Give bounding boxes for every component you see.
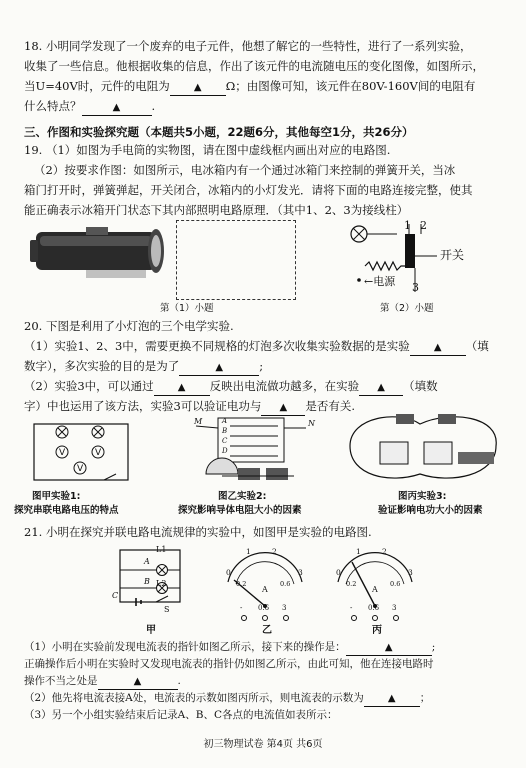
- exp3-title: 图丙实验3:: [398, 491, 447, 502]
- dial-tick: 0.6: [390, 580, 401, 588]
- exp1-title: 图甲实验1:: [32, 491, 81, 502]
- q19-line1: 19. （1）如图为手电筒的实物图，请在图中虚线框内画出对应的电路图.: [24, 143, 391, 157]
- answer-mark: ▲: [193, 82, 202, 93]
- wire-m-label: M: [194, 417, 203, 426]
- exp2-title: 图乙实验2:: [218, 491, 267, 502]
- q18-line1: 18. 小明同学发现了一个废弃的电子元件，他想了解它的一些特性，进行了一系列实验，: [24, 39, 472, 53]
- answer-blank: [410, 341, 466, 356]
- svg-text:V: V: [59, 448, 66, 458]
- dial-tick: 0: [226, 568, 231, 577]
- dial-tick: 3: [408, 568, 413, 577]
- dial-tick: 0: [336, 568, 341, 577]
- page-footer: 初三物理试卷 第4页 共6页: [203, 739, 323, 750]
- dial-unit: A: [372, 585, 378, 594]
- q20-line3-a: 数字），多次实验的目的是为了: [24, 359, 180, 373]
- circuit-label-a: A: [144, 557, 150, 566]
- q20-line4-c: （填数: [403, 379, 438, 393]
- q21-sub1-a: （1）小明在实验前发现电流表的指针如图乙所示，接下来的操作是： ▲ ;: [24, 640, 504, 656]
- dial-terminal: 3: [392, 604, 397, 612]
- answer-blank: [98, 675, 178, 690]
- circuit-label-s: S: [164, 605, 170, 614]
- switch-label: 开关: [440, 248, 465, 262]
- q20-line4-b: 反映出电流做功越多，在实验: [209, 379, 360, 393]
- q18-line4: 什么特点？ ▲ .: [24, 98, 504, 116]
- terminal-label: 2: [420, 219, 427, 232]
- q21-sub1-c: 操作不当之处是 ▲ .: [24, 674, 504, 690]
- exp3-desc: 验证影响电功大小的因素: [378, 505, 483, 516]
- wire-d-label: D: [222, 447, 228, 455]
- answer-mark: ▲: [177, 382, 186, 393]
- dial-tick: 0.6: [280, 580, 291, 588]
- q18-line4-text: 什么特点？: [24, 99, 82, 113]
- ammeter-icon: [206, 458, 238, 474]
- answer-blank: [346, 641, 432, 656]
- circuit-label-b: B: [144, 577, 150, 586]
- figure-label-jia: 甲: [146, 625, 156, 636]
- q19-line3: 箱门打开时，弹簧弹起，开关闭合，冰箱内的小灯发光．请将下面的电路连接完整，使其: [24, 183, 473, 197]
- q20-line4: [24, 378, 504, 396]
- svg-text:V: V: [95, 448, 102, 458]
- q20-line2-b: （填: [465, 339, 489, 353]
- dial-tick: 3: [298, 568, 303, 577]
- q19-line4: 能正确表示冰箱开门状态下其内部照明电路原理．（其中1、2、3为接线柱）: [24, 203, 409, 217]
- answer-mark: ▲: [215, 362, 224, 373]
- dial-tick: 2: [382, 547, 387, 556]
- answer-mark: ▲: [279, 402, 288, 413]
- dial-tick: 2: [272, 547, 277, 556]
- q20-line4-a: （2）实验3中，可以通过: [24, 379, 154, 393]
- circuit-label-l1: L1: [156, 545, 167, 554]
- q20-line5-a: 字）中也运用了该方法，实验3可以验证电功与: [24, 399, 262, 413]
- answer-blank: [179, 361, 259, 376]
- dial-unit: A: [262, 585, 268, 594]
- wire-n-label: N: [308, 419, 315, 428]
- dial-tick: 1: [246, 547, 251, 556]
- power-label-text: 电源: [373, 275, 396, 288]
- dial-terminal: 0.6: [258, 604, 270, 612]
- answer-blank: [364, 692, 420, 707]
- dial-terminal: 0.6: [368, 604, 380, 612]
- figure-label-yi: 乙: [262, 625, 272, 636]
- answer-blank: [359, 381, 403, 396]
- exp1-desc: 探究串联电路电压的特点: [14, 505, 119, 516]
- figure-caption-2: 第（2）小题: [380, 303, 434, 314]
- wire-b-label: B: [222, 427, 228, 435]
- q20-line5-b: 是否有关.: [305, 399, 355, 413]
- flashlight-figure: [26, 222, 176, 288]
- dial-tick: 0.2: [236, 580, 247, 588]
- circuit-label-l2: L2: [156, 579, 167, 588]
- q21-sub1-b: 正确操作后小明在实验时又发现电流表的指针仍如图乙所示，由此可知，他在连接电路时: [24, 658, 434, 670]
- answer-box: [176, 220, 296, 300]
- q21-sub2-text: （2）他先将电流表接A处，电流表的示数如图丙所示，则电流表的示数为: [24, 692, 364, 704]
- circuit-label-c: C: [112, 591, 119, 600]
- figure-caption-1: 第（1）小题: [160, 303, 214, 314]
- dial-tick: 0.2: [346, 580, 357, 588]
- answer-mark: ▲: [377, 382, 385, 393]
- experiment-3-apparatus: [340, 406, 506, 490]
- dial-tick: 1: [356, 547, 361, 556]
- dial-terminal: -: [350, 604, 353, 612]
- q18-line3-b: Ω；由图像可知，该元件在80V-160V间的电阻有: [225, 79, 476, 93]
- answer-blank: [82, 101, 152, 116]
- wire-c-label: C: [222, 437, 228, 445]
- voltmeter-icon: [380, 442, 408, 464]
- q18-line3: [24, 78, 504, 96]
- dial-terminal: -: [240, 604, 243, 612]
- dial-terminal: 3: [282, 604, 287, 612]
- terminal-label: 1: [404, 219, 411, 232]
- q21-sub1-a-text: （1）小明在实验前发现电流表的指针如图乙所示，接下来的操作是：: [24, 641, 346, 653]
- section-3-heading: 三、作图和实验探究题（本题共5小题，22题6分，其他每空1分，共26分）: [24, 125, 414, 139]
- figure-label-bing: 丙: [372, 625, 382, 636]
- answer-mark: ▲: [133, 676, 142, 687]
- ammeter-icon: [424, 442, 452, 464]
- answer-blank: [170, 81, 226, 96]
- q20-line2-a: （1）实验1、2、3中，需要更换不同规格的灯泡多次收集实验数据的是实验: [24, 339, 410, 353]
- q21-line1: 21. 小明在探究并联电路电流规律的实验中，如图甲是实验的电路图.: [24, 525, 372, 539]
- answer-mark: ▲: [384, 642, 393, 653]
- q18-line3-a: 当U=40V时，元件的电阻为: [24, 79, 170, 93]
- answer-blank: [154, 381, 210, 396]
- q20-line3: 数字），多次实验的目的是为了 ▲ ;: [24, 358, 504, 376]
- q21-sub3: （3）另一个小组实验结束后记录A、B、C各点的电流值如表所示：: [24, 709, 338, 721]
- q21-sub2: （2）他先将电流表接A处，电流表的示数如图丙所示，则电流表的示数为 ▲ ；: [24, 691, 504, 707]
- power-label: ←电源: [364, 275, 396, 288]
- exp2-desc: 探究影响导体电阻大小的因素: [178, 505, 302, 516]
- answer-mark: ▲: [112, 102, 121, 113]
- wire-a-label: A: [222, 417, 228, 425]
- terminal-label: 3: [412, 281, 419, 294]
- experiment-1-circuit: [24, 418, 136, 488]
- svg-text:V: V: [77, 464, 84, 474]
- spring-icon: [365, 262, 409, 270]
- answer-mark: ▲: [433, 342, 442, 353]
- answer-mark: ▲: [387, 693, 396, 704]
- q18-line2: 收集了一些信息。他根据收集的信息，作出了该元件的电流随电压的变化图像，如图所示，: [24, 59, 484, 73]
- q19-line2: （2）按要求作图：如图所示，电冰箱内有一个通过冰箱门来控制的弹簧开关，当冰: [34, 163, 456, 177]
- q20-line2: [24, 338, 504, 356]
- q21-sub1-c-text: 操作不当之处是: [24, 675, 98, 687]
- q20-line1: 20. 下图是利用了小灯泡的三个电学实验.: [24, 319, 234, 333]
